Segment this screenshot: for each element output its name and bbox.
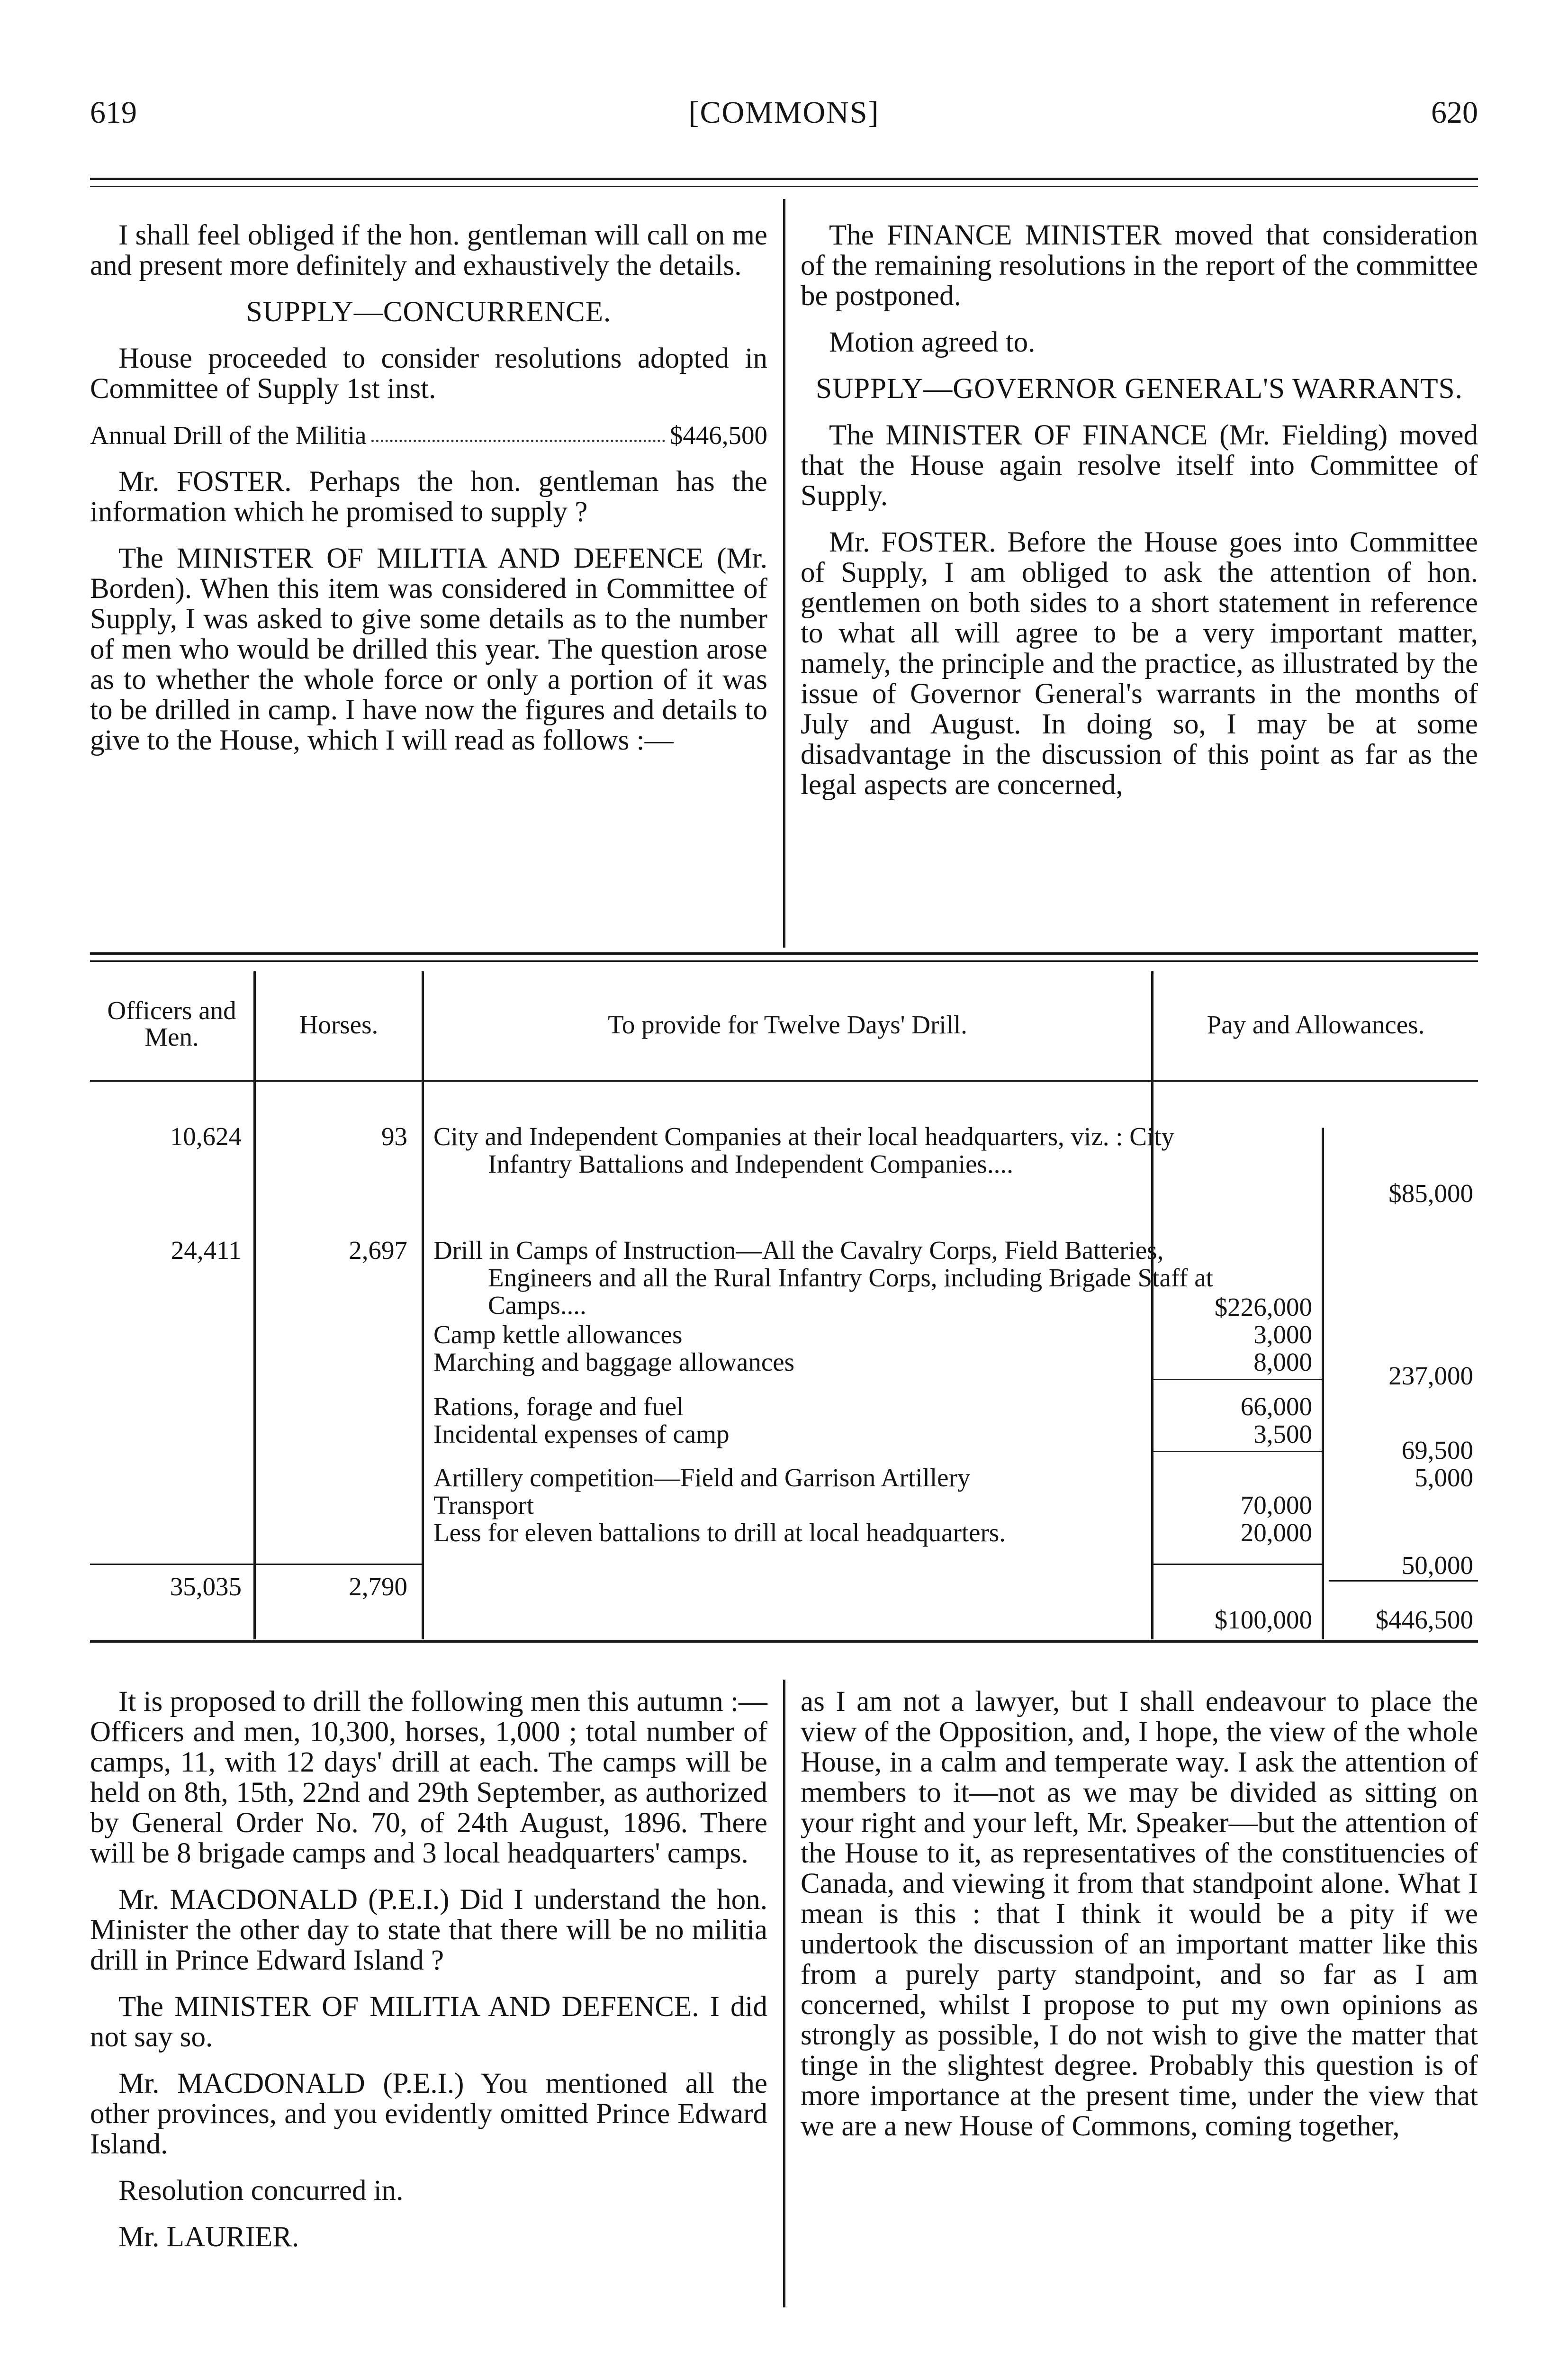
paragraph: The MINISTER OF FINANCE (Mr. Fielding) moved that the House again resolve itself into Committee of Supply.: [801, 419, 1478, 512]
table-top-rule: [90, 952, 1478, 955]
item-label: Less for eleven battalions to drill at local headquarters.: [433, 1518, 1006, 1547]
table-col-divider: [422, 971, 424, 1639]
amount-cell: 8,000: [1253, 1347, 1312, 1376]
table-bottom-rule: [90, 1640, 1478, 1643]
row-description: City and Independent Companies at their local headquarters, viz. : City Infantry Battalions and Independent Companies....: [433, 1122, 1175, 1178]
total-rule: [1153, 1564, 1322, 1565]
paragraph: Motion agreed to.: [829, 326, 1036, 358]
item-label: Marching and baggage allowances: [433, 1347, 795, 1376]
officers-cell: 24,411: [171, 1236, 242, 1265]
left-column-bottom: [90, 1687, 767, 2269]
header-officers: Officers and Men.: [107, 996, 236, 1051]
header-pay: Pay and Allowances.: [1207, 1010, 1425, 1039]
resolution-line: [90, 420, 767, 451]
total-horses: 2,790: [349, 1572, 407, 1601]
resolution-amount: $446,500: [669, 421, 767, 450]
description-cell: [433, 1237, 1246, 1319]
header-rule: [90, 178, 1478, 180]
amount-cell: 70,000: [1240, 1491, 1312, 1519]
page-number-right: 620: [1431, 95, 1478, 130]
paragraph: The MINISTER OF MILITIA AND DEFENCE (Mr. Borden). When this item was considered in Committee of Supply, I was asked to give some details as to the number of men who would be drilled this year. The question arose as to whether the whole force or only a portion of it was to be drilled in camp. I have now the figures and details to give to the House, which I will read as follows :—: [90, 543, 767, 756]
item-label: Transport: [433, 1491, 534, 1519]
page-title: [COMMONS]: [688, 95, 880, 130]
officers-cell: 10,624: [170, 1122, 242, 1151]
header-horses: Horses.: [299, 1010, 378, 1039]
paragraph: Mr. MACDONALD (P.E.I.) Did I understand the hon. Minister the other day to state that there will be no militia drill in Prince Edward Island ?: [90, 1884, 767, 1976]
amount-cell: 20,000: [1240, 1518, 1312, 1547]
left-column-top: [90, 220, 767, 772]
column-divider-top: [783, 199, 785, 948]
total-rule: [90, 1564, 422, 1565]
amount-cell: 66,000: [1240, 1392, 1312, 1421]
right-column-top: [801, 220, 1478, 816]
horses-cell: 2,697: [349, 1236, 407, 1265]
item-label: Camp kettle allowances: [433, 1320, 683, 1349]
drill-table: [90, 952, 1478, 1644]
paragraph: House proceeded to consider resolutions adopted in Committee of Supply 1st inst.: [90, 343, 767, 405]
paragraph: Resolution concurred in.: [118, 2175, 404, 2206]
column-divider-bottom: [783, 1680, 785, 2307]
description-cell: [433, 1123, 1246, 1178]
row-description: Drill in Camps of Instruction—All the Cavalry Corps, Field Batteries, Engineers and all the Rural Infantry Corps, including Brigade Staff at Camps....: [433, 1236, 1213, 1320]
header-provide: To provide for Twelve Days' Drill.: [608, 1010, 967, 1039]
right-column-bottom: [801, 1687, 1478, 2158]
horses-cell: 93: [381, 1122, 407, 1151]
item-label: Artillery competition—Field and Garrison Artillery: [433, 1463, 971, 1492]
amount-cell: $226,000: [1214, 1293, 1312, 1321]
page-header: [90, 95, 1478, 137]
header-rule: [90, 1080, 1478, 1082]
resolution-label: Annual Drill of the Militia: [90, 421, 367, 450]
pay-cell: 5,000: [1415, 1463, 1473, 1492]
page-number-left: 619: [90, 95, 137, 130]
item-label: Rations, forage and fuel: [433, 1392, 684, 1421]
subtotal-cell: 50,000: [1401, 1551, 1473, 1580]
leader-dots: [371, 420, 665, 442]
paragraph: The MINISTER OF MILITIA AND DEFENCE. I did not say so.: [90, 1991, 767, 2053]
amount-cell: 3,000: [1253, 1320, 1312, 1349]
paragraph: It is proposed to drill the following men this autumn :—Officers and men, 10,300, horses, 1,000 ; total number of camps, 11, with 12 days' drill at each. The camps will be held on 8th, 15th, 22nd and 29th September, as authorized by General Order No. 70, of 24th August, 1896. There will be 8 brigade camps and 3 local headquarters' camps.: [90, 1686, 767, 1869]
grand-total: $446,500: [1375, 1605, 1473, 1634]
section-heading: SUPPLY—CONCURRENCE.: [246, 296, 612, 328]
table-top-rule-thin: [90, 960, 1478, 962]
paragraph: I shall feel obliged if the hon. gentleman will call on me and present more definitely and exhaustively the details.: [90, 219, 767, 281]
paragraph: The FINANCE MINISTER moved that consideration of the remaining resolutions in the report of the committee be postponed.: [801, 219, 1478, 312]
subtotal-rule: [1153, 1451, 1322, 1452]
paragraph: Mr. MACDONALD (P.E.I.) You mentioned all the other provinces, and you evidently omitted Prince Edward Island.: [90, 2068, 767, 2160]
total-officers: 35,035: [170, 1572, 242, 1601]
header-rule-thin: [90, 186, 1478, 187]
subtotal-rule: [1153, 1379, 1322, 1380]
paragraph: Mr. FOSTER. Perhaps the hon. gentleman has the information which he promised to supply ?: [90, 466, 767, 528]
table-col-divider: [1322, 1128, 1324, 1639]
section-heading: SUPPLY—GOVERNOR GENERAL'S WARRANTS.: [816, 373, 1463, 405]
total-amount: $100,000: [1214, 1605, 1312, 1634]
speaker-name: Mr. LAURIER.: [118, 2221, 299, 2253]
amount-cell: 3,500: [1253, 1420, 1312, 1448]
subtotal-cell: 237,000: [1388, 1361, 1473, 1390]
item-label: Incidental expenses of camp: [433, 1420, 730, 1448]
paragraph: as I am not a lawyer, but I shall endeavour to place the view of the Opposition, and, I hope, the view of the whole House, in a calm and temperate way. I ask the attention of members to it—not as we may be divided as sitting on your right and your left, Mr. Speaker—but the attention of the House to it, as representatives of the constituencies of Canada, and viewing it from that standpoint alone. What I mean is this : that I think it would be a pity if we undertook the discussion of an important matter like this from a purely party standpoint, and so far as I am concerned, whilst I propose to put my own opinions as strongly as possible, I do not wish to give the matter that tinge in the slightest degree. Probably this question is of more importance at the present time, under the view that we are a new House of Commons, coming together,: [801, 1686, 1478, 2142]
total-rule: [1329, 1580, 1478, 1582]
table-col-divider: [253, 971, 256, 1639]
paragraph: Mr. FOSTER. Before the House goes into Committee of Supply, I am obliged to ask the attention of hon. gentlemen on both sides to a short statement in reference to what all will agree to be a very important matter, namely, the principle and the practice, as illustrated by the issue of Governor General's warrants in the months of July and August. In doing so, I may be at some disadvantage in the discussion of this point as far as the legal aspects are concerned,: [801, 526, 1478, 801]
subtotal-cell: 69,500: [1401, 1436, 1473, 1465]
pay-total-cell: $85,000: [1388, 1179, 1473, 1208]
